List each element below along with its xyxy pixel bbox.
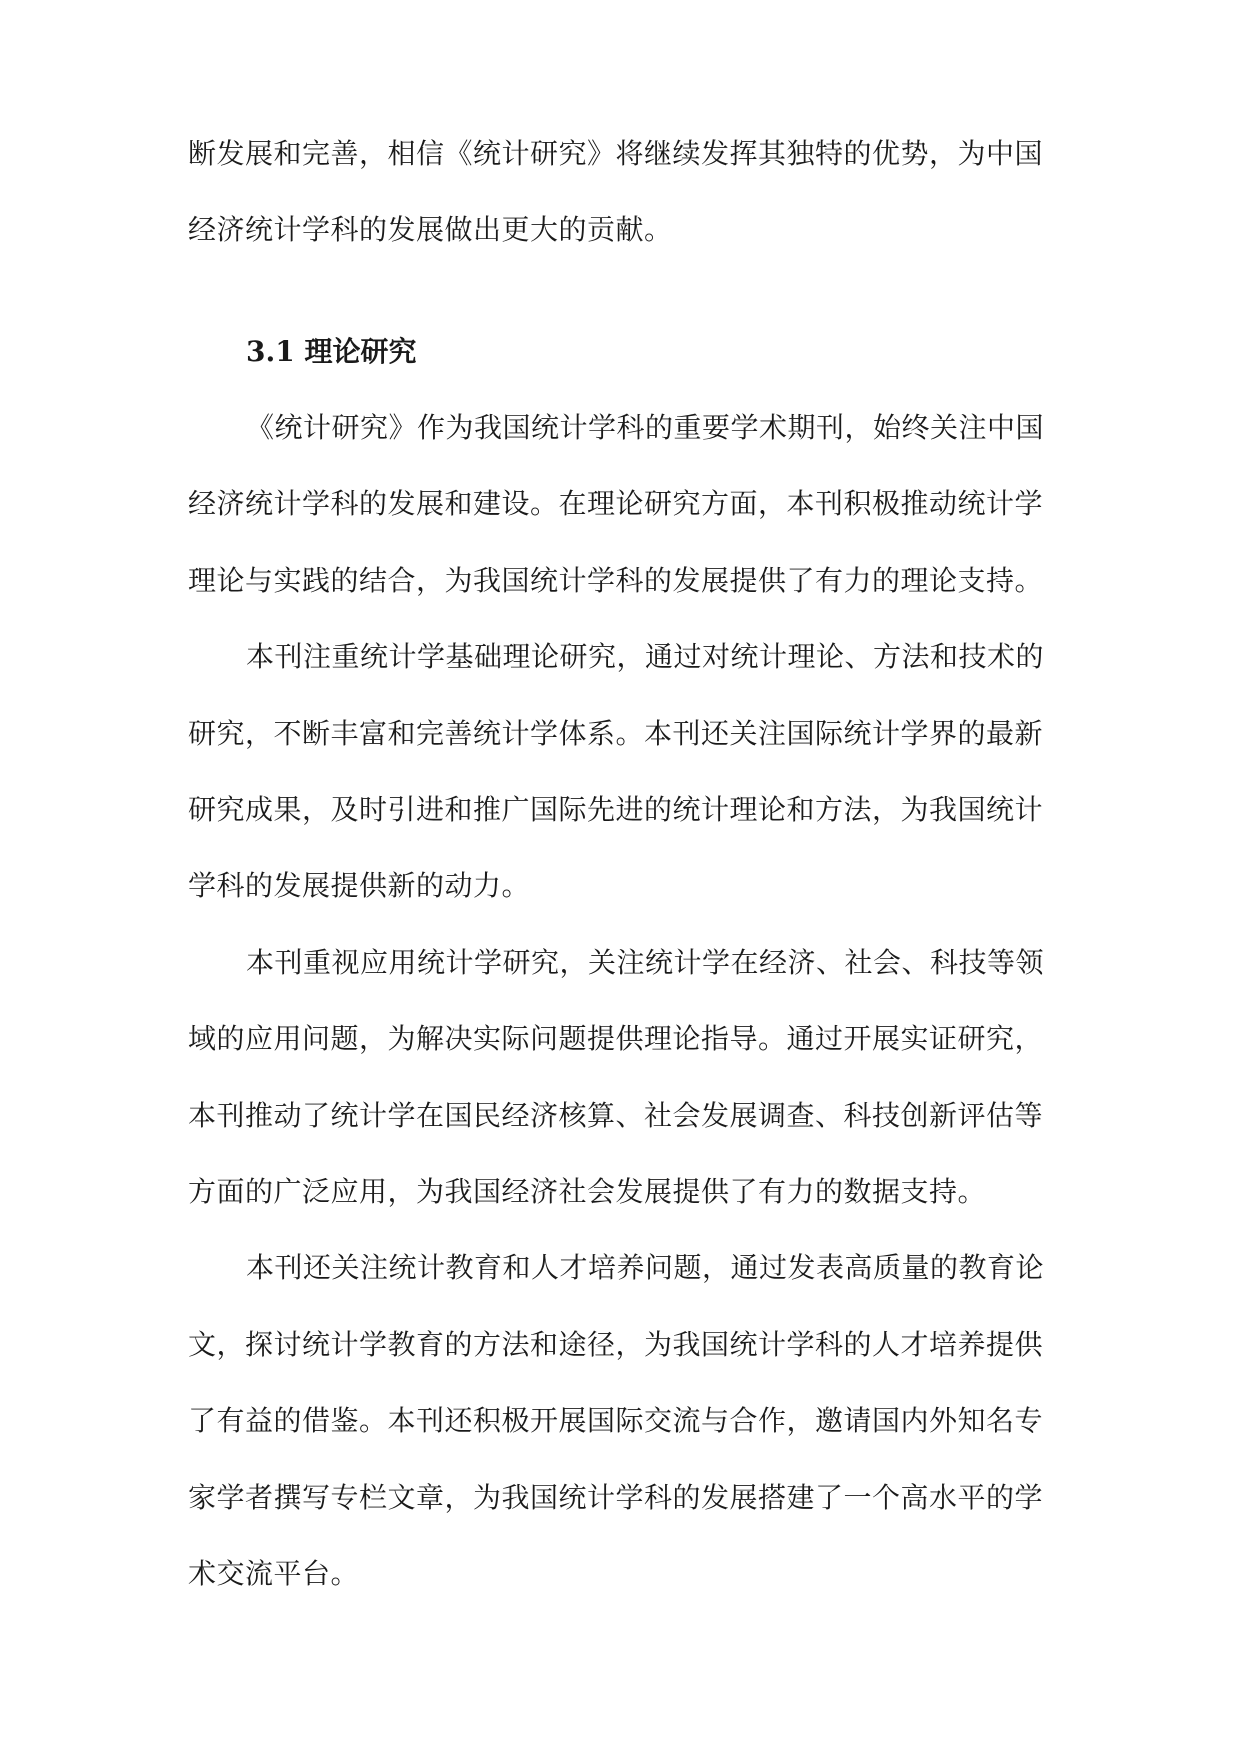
text-line: 方面的广泛应用，为我国经济社会发展提供了有力的数据支持。	[188, 1175, 987, 1208]
text-line: 经济统计学科的发展和建设。在理论研究方面，本刊积极推动统计学	[188, 487, 1044, 520]
section-heading: 3.1 理论研究	[246, 335, 417, 368]
text-line: 域的应用问题，为解决实际问题提供理论指导。通过开展实证研究，	[188, 1022, 1044, 1055]
text-line: 断发展和完善，相信《统计研究》将继续发挥其独特的优势，为中国	[188, 137, 1044, 170]
text-line: 经济统计学科的发展做出更大的贡献。	[188, 213, 673, 246]
text-line: 本刊重视应用统计学研究，关注统计学在经济、社会、科技等领	[246, 946, 1045, 979]
text-line: 了有益的借鉴。本刊还积极开展国际交流与合作，邀请国内外知名专	[188, 1404, 1044, 1437]
text-line: 研究，不断丰富和完善统计学体系。本刊还关注国际统计学界的最新	[188, 717, 1044, 750]
text-line: 研究成果，及时引进和推广国际先进的统计理论和方法，为我国统计	[188, 793, 1044, 826]
text-line: 术交流平台。	[188, 1557, 360, 1590]
text-line: 理论与实践的结合，为我国统计学科的发展提供了有力的理论支持。	[188, 564, 1044, 597]
text-line: 本刊还关注统计教育和人才培养问题，通过发表高质量的教育论	[246, 1251, 1045, 1284]
text-line: 家学者撰写专栏文章，为我国统计学科的发展搭建了一个高水平的学	[188, 1481, 1044, 1514]
text-line: 本刊注重统计学基础理论研究，通过对统计理论、方法和技术的	[246, 640, 1045, 673]
text-line: 学科的发展提供新的动力。	[188, 869, 531, 902]
text-line: 文，探讨统计学教育的方法和途径，为我国统计学科的人才培养提供	[188, 1328, 1044, 1361]
text-line: 本刊推动了统计学在国民经济核算、社会发展调查、科技创新评估等	[188, 1099, 1044, 1132]
text-line: 《统计研究》作为我国统计学科的重要学术期刊，始终关注中国	[246, 411, 1045, 444]
